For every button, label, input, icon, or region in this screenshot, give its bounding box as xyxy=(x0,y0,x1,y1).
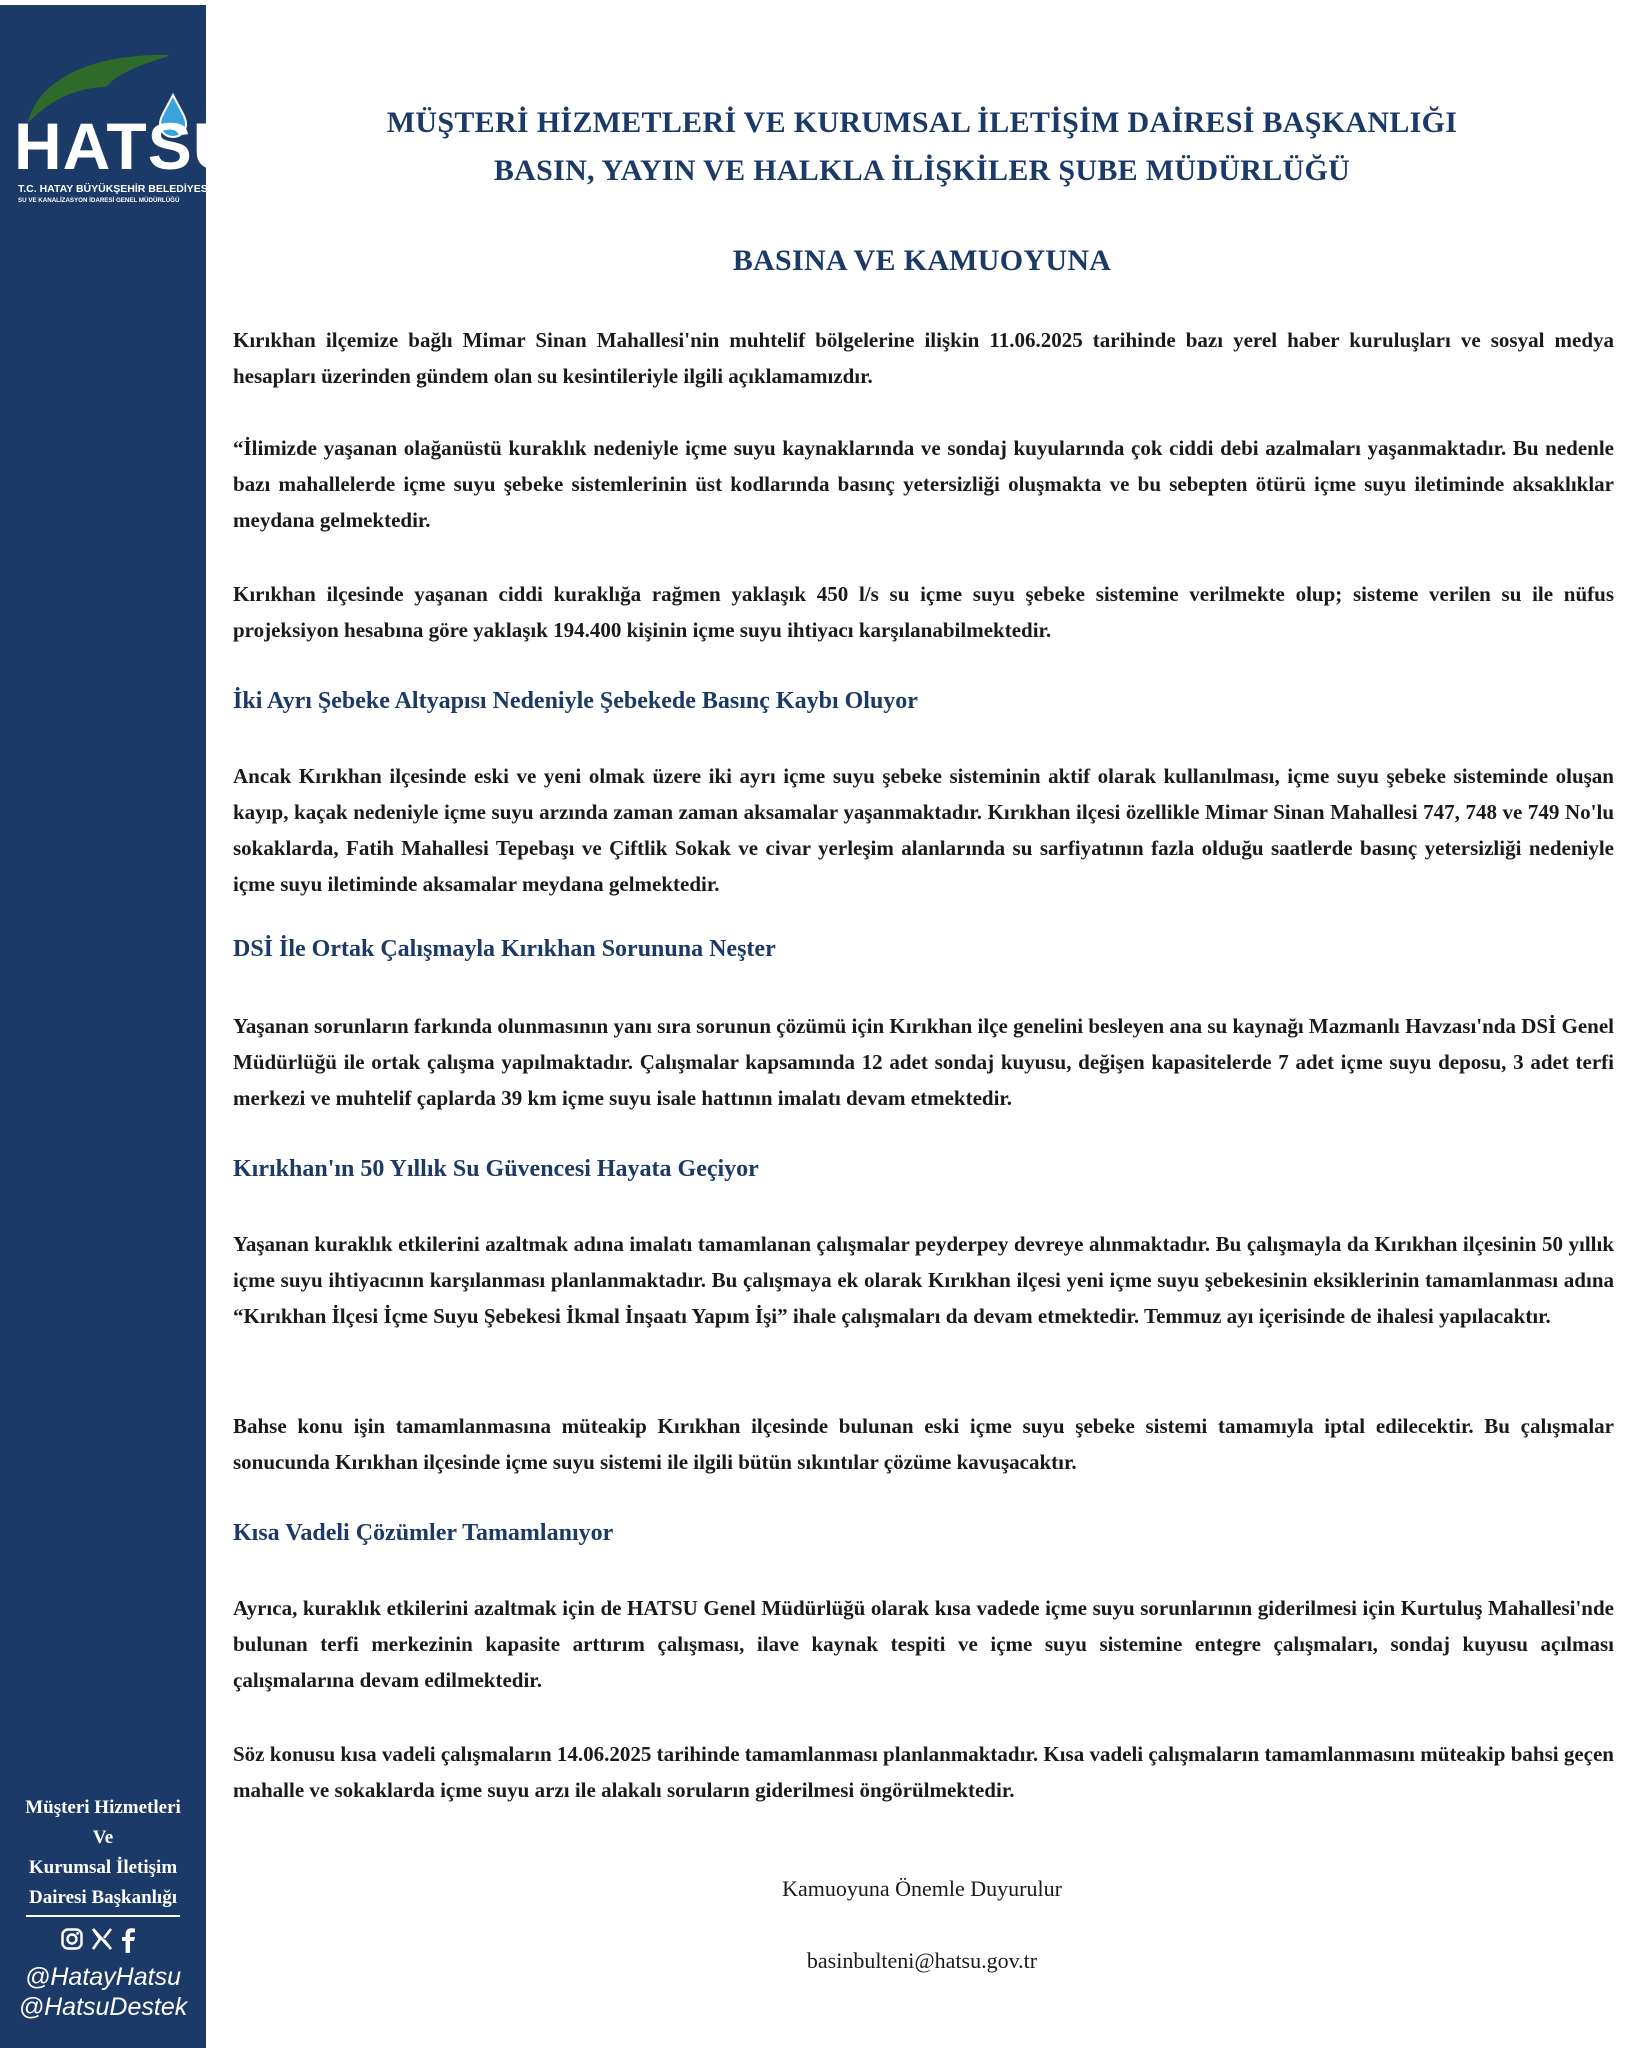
paragraph: Bahse konu işin tamamlanmasına müteakip Kırıkhan ilçesinde bulunan eski içme suyu şebeke sistemi tamamıyla iptal edilecektir. Bu çalışmalar sonucunda Kırıkhan ilçesinde içme suyu sistemi ile ilgili bütün sıkıntılar çözüme kavuşacaktır. xyxy=(233,1414,1614,1474)
paragraph: Söz konusu kısa vadeli çalışmaların 14.06.2025 tarihinde tamamlanması planlanmaktadır. Kısa vadeli çalışmaların tamamlanmasını müteakip bahsi geçen mahalle ve sokaklarda içme suyu arzı ile alakalı soruların giderilmesi öngörülmektedir. xyxy=(233,1742,1614,1802)
paragraph: Kırıkhan ilçemize bağlı Mimar Sinan Mahallesi'nin muhtelif bölgelerine ilişkin 11.06.2025 tarihinde bazı yerel haber kuruluşları ve sosyal medya hesapları üzerinden gündem olan su kesintileriyle ilgili açıklamamızdır. xyxy=(233,328,1614,388)
section-heading: Kısa Vadeli Çözümler Tamamlanıyor xyxy=(233,1520,614,1546)
paragraph: Yaşanan sorunların farkında olunmasının yanı sıra sorunun çözümü için Kırıkhan ilçe genelini besleyen ana su kaynağı Mazmanlı Havzası'nda DSİ Genel Müdürlüğü ile ortak çalışma yapılmaktadır. Çalışmalar kapsamında 12 adet sondaj kuyusu, değişen kapasitelerde 7 adet içme suyu deposu, 3 adet terfi merkezi ve muhtelif çaplarda 39 km içme suyu isale hattının imalatı devam etmektedir. xyxy=(233,1014,1614,1110)
social-icons xyxy=(60,1927,160,1959)
divider xyxy=(26,1915,180,1917)
press-email[interactable]: basinbulteni@hatsu.gov.tr xyxy=(806,1948,1038,1973)
logo-wordmark: HATSU xyxy=(14,109,242,183)
header-branch: BASIN, YAYIN VE HALKLA İLİŞKİLER ŞUBE MÜDÜRLÜĞÜ xyxy=(493,154,1351,187)
department-line: Dairesi Başkanlığı xyxy=(29,1887,177,1908)
logo-subtitle-directorate: SU VE KANALİZASYON İDARESİ GENEL MÜDÜRLÜĞÜ xyxy=(18,197,180,204)
paragraph: “İlimizde yaşanan olağanüstü kuraklık nedeniyle içme suyu kaynaklarında ve sondaj kuyularında çok ciddi debi azalmaları yaşanmaktadır. Bu nedenle bazı mahallelerde içme suyu şebeke sistemlerinin üst kodlarında basınç yetersizliği oluşmakta ve bu sebepten ötürü içme suyu iletiminde aksaklıklar meydana gelmektedir. xyxy=(233,436,1614,532)
social-handle[interactable]: @HatayHatsu xyxy=(25,1963,181,1991)
section-heading: Kırıkhan'ın 50 Yıllık Su Güvencesi Hayata Geçiyor xyxy=(233,1156,759,1182)
paragraph: Ayrıca, kuraklık etkilerini azaltmak için de HATSU Genel Müdürlüğü olarak kısa vadede içme suyu sorunlarının giderilmesi için Kurtuluş Mahallesi'nde bulunan terfi merkezinin kapasite arttırım çalışması, ilave kaynak tespiti ve içme suyu sistemine entegre çalışmaları, sondaj kuyusu açılması çalışmalarına devam edilmektedir. xyxy=(233,1596,1614,1692)
instagram-icon[interactable] xyxy=(60,1927,84,1956)
x-icon[interactable] xyxy=(90,1927,114,1956)
department-line: Ve xyxy=(92,1827,114,1848)
department-line: Kurumsal İletişim xyxy=(28,1857,178,1878)
section-heading: İki Ayrı Şebeke Altyapısı Nedeniyle Şebekede Basınç Kaybı Oluyor xyxy=(233,688,918,714)
department-line: Müşteri Hizmetleri xyxy=(25,1797,181,1818)
header-directorate: MÜŞTERİ HİZMETLERİ VE KURUMSAL İLETİŞİM DAİRESİ BAŞKANLIĞI xyxy=(386,106,1458,139)
department-name xyxy=(0,1793,206,1913)
sidebar xyxy=(0,5,242,2048)
support-handle[interactable]: @HatsuDestek xyxy=(18,1993,188,2021)
hatsu-logo xyxy=(14,47,242,217)
section-heading: DSİ İle Ortak Çalışmayla Kırıkhan Sorununa Neşter xyxy=(233,936,776,962)
announcement-note: Kamuoyuna Önemle Duyurulur xyxy=(782,1876,1062,1901)
paragraph: Yaşanan kuraklık etkilerini azaltmak adına imalatı tamamlanan çalışmalar peyderpey devreye alınmaktadır. Bu çalışmayla da Kırıkhan ilçesinin 50 yıllık içme suyu ihtiyacının karşılanması planlanmaktadır. Bu çalışmaya ek olarak Kırıkhan ilçesi yeni içme suyu şebekesinin eksiklerinin tamamlanması adına “Kırıkhan İlçesi İçme Suyu Şebekesi İkmal İnşaatı Yapım İşi” ihale çalışmaları da devam etmektedir. Temmuz ayı içerisinde de ihalesi yapılacaktır. xyxy=(233,1232,1614,1328)
document-title: BASINA VE KAMUOYUNA xyxy=(732,244,1112,277)
facebook-icon[interactable] xyxy=(118,1927,138,1958)
paragraph: Kırıkhan ilçesinde yaşanan ciddi kuraklığa rağmen yaklaşık 450 l/s su içme suyu şebeke sistemine verilmekte olup; sisteme verilen su ile nüfus projeksiyon hesabına göre yaklaşık 194.400 kişinin içme suyu ihtiyacı karşılanabilmektedir. xyxy=(233,582,1614,642)
logo-subtitle-municipality: T.C. HATAY BÜYÜKŞEHİR BELEDİYESİ xyxy=(18,183,211,195)
paragraph: Ancak Kırıkhan ilçesinde eski ve yeni olmak üzere iki ayrı içme suyu şebeke sisteminin aktif olarak kullanılması, içme suyu şebeke sisteminde oluşan kayıp, kaçak nedeniyle içme suyu arzında zaman zaman aksamalar yaşanmaktadır. Kırıkhan ilçesi özellikle Mimar Sinan Mahallesi 747, 748 ve 749 No'lu sokaklarda, Fatih Mahallesi Tepebaşı ve Çiftlik Sokak ve civar yerleşim alanlarında su sarfiyatının fazla olduğu saatlerde basınç yetersizliği nedeniyle içme suyu iletiminde aksamalar meydana gelmektedir. xyxy=(233,764,1614,896)
